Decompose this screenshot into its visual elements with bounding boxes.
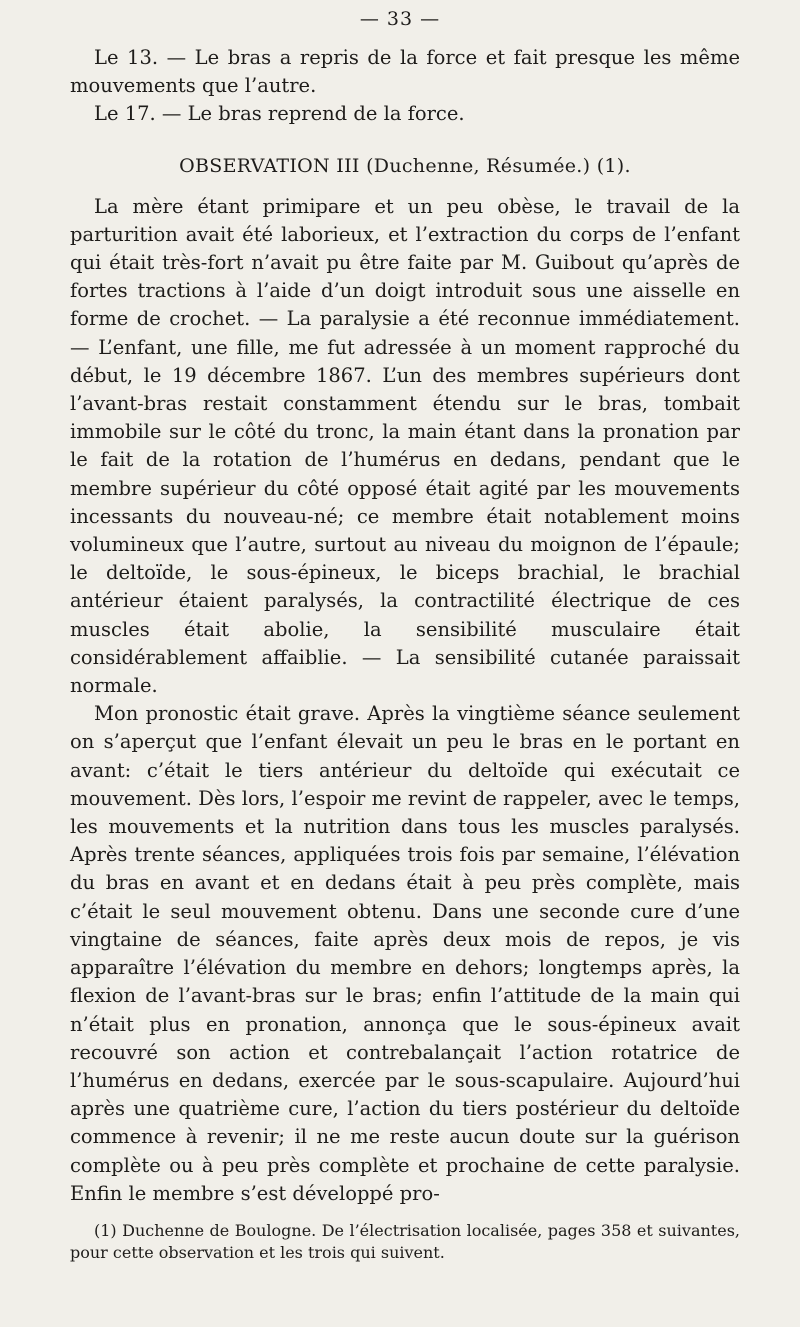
page-body: [70, 44, 740, 1264]
observation-paragraph-1: La mère étant primipare et un peu obèse, le travail de la parturition avait été laborieux, et l’extraction du corps de l’enfant qui était très-fort n’avait pu être faite par M. Guibout qu’après de fortes tractions à l’aide d’un doigt introduit sous une aisselle en forme de crochet. — La paralysie a été reconnue immédiatement. — L’enfant, une fille, me fut adressée à un moment rapproché du début, le 19 décembre 1867. L’un des membres supérieurs dont l’avant-bras restait constamment étendu sur le bras, tombait immobile sur le côté du tronc, la main étant dans la pronation par le fait de la rotation de l’humérus en dedans, pendant que le membre supérieur du côté opposé était agité par les mouvements incessants du nouveau-né; ce membre était notablement moins volumineux que l’autre, surtout au niveau du moignon de l’épaule; le deltoïde, le sous-épineux, le biceps brachial, le brachial antérieur étaient paralysés, la contractilité électrique de ces muscles était abolie, la sensibilité musculaire était considérablement affaiblie. — La sensibilité cutanée paraissait normale.: [70, 194, 740, 698]
entry-day-13: Le 13. — Le bras a repris de la force et fait presque les même mouvements que l’autre.: [70, 46, 740, 98]
observation-paragraph-2: Mon pronostic était grave. Après la vingtième séance seulement on s’aperçut que l’enfant élevait un peu le bras en le portant en avant: c’était le tiers antérieur du deltoïde qui exécutait ce mouvement. Dès lors, l’espoir me revint de rappeler, avec le temps, les mouvements et la nutrition dans tous les muscles paralysés. Après trente séances, appliquées trois fois par semaine, l’élévation du bras en avant et en dedans était à peu près complète, mais c’était le seul mouvement obtenu. Dans une seconde cure d’une vingtaine de séances, faite après deux mois de repos, je vis apparaître l’élévation du membre en dehors; longtemps après, la flexion de l’avant-bras sur le bras; enfin l’attitude de la main qui n’était plus en pronation, annonça que le sous-épineux avait recouvré son action et contrebalançait l’action rotatrice de l’humérus en dedans, exercée par le sous-scapulaire. Aujourd’hui après une quatrième cure, l’action du tiers postérieur du deltoïde commence à revenir; il ne me reste aucun doute sur la guérison complète ou à peu près complète et prochaine de cette paralysie. Enfin le membre s’est développé pro-: [70, 702, 740, 1205]
footnote: (1) Duchenne de Boulogne. De l’électrisation localisée, pages 358 et suivantes, pour cette observation et les trois qui suivent.: [70, 1220, 740, 1262]
observation-heading: OBSERVATION III (Duchenne, Résumée.) (1).: [179, 154, 631, 177]
entry-day-17: Le 17. — Le bras reprend de la force.: [94, 102, 465, 126]
page-number: — 33 —: [359, 8, 441, 30]
